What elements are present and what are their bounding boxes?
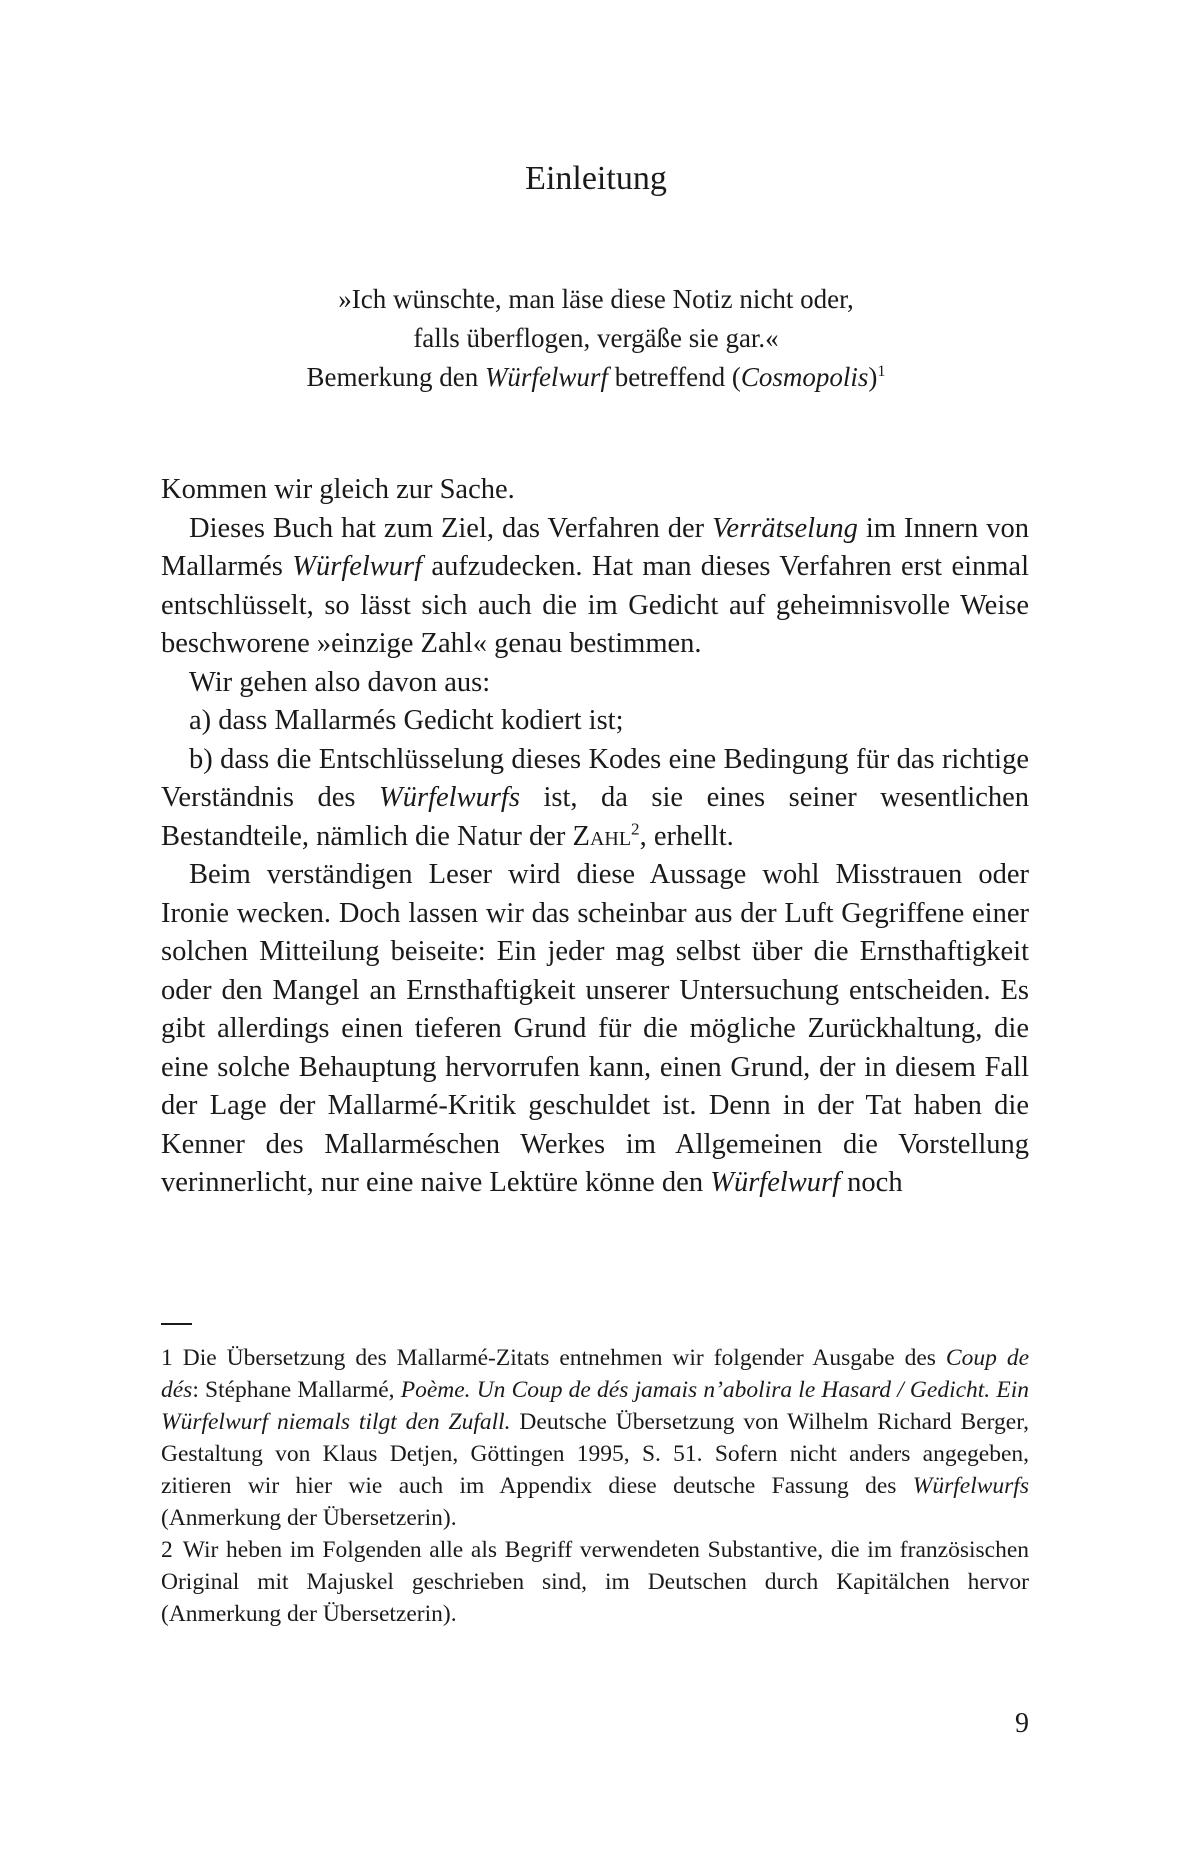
footnote-divider	[161, 1323, 192, 1325]
epigraph	[0, 280, 1192, 397]
page-number: 9	[1015, 1708, 1029, 1739]
chapter-title: Einleitung	[525, 160, 667, 197]
list-item: a) dass Mallarmés Gedicht kodiert ist;	[189, 705, 624, 736]
footnote-ref: 2	[631, 819, 640, 838]
paragraph: Kommen wir gleich zur Sache.	[161, 474, 515, 505]
footnote: 2 Wir heben im Folgenden alle als Begriff verwendeten Substantive, die im französischen Original mit Majuskel geschrieben sind, im Deutschen durch Kapitälchen hervor (Anmerkung der Übersetzerin).	[161, 1537, 1029, 1627]
footnote-number: 1	[161, 1345, 173, 1371]
epigraph-line: falls überflogen, vergäße sie gar.«	[413, 323, 779, 353]
paragraph: Wir gehen also davon aus:	[189, 666, 491, 698]
list-item: b) dass die Entschlüsselung dieses Kodes eine Bedingung für das richtige Verständnis des Würfelwurfs ist, da sie eines seiner wesentlichen Bestandteile, nämlich die Natur der Zahl$^2$, erhellt.	[161, 743, 1029, 852]
epigraph-source: Bemerkung den Würfelwurf betreffend (Cosmopolis)$^1$	[306, 362, 886, 392]
footnote-ref: 1	[877, 362, 886, 380]
footnotes	[161, 1342, 1029, 1630]
epigraph-line: »Ich wünschte, man läse diese Notiz nicht oder,	[338, 284, 854, 314]
paragraph: Dieses Buch hat zum Ziel, das Verfahren der Verrätselung im Innern von Mallarmés Würfelwurf aufzudecken. Hat man dieses Verfahren erst einmal entschlüsselt, so lässt sich auch die im Gedicht auf geheimnisvolle Weise beschworene »einzige Zahl« genau bestimmen.	[161, 512, 1030, 659]
body-text	[161, 471, 1029, 1203]
footnote: 1 Die Übersetzung des Mallarmé-Zitats entnehmen wir folgender Ausgabe des Coup de dés: Stéphane Mallarmé, Poème. Un Coup de dés jamais n’abolira le Hasard / Gedicht. Ein Würfelwurf niemals tilgt den Zufall. Deutsche Übersetzung von Wilhelm Richard Berger, Gestaltung von Klaus Detjen, Göttingen 1995, S. 51. Sofern nicht anders angegeben, zitieren wir hier wie auch im Appendix diese deutsche Fassung des Würfelwurfs (Anmerkung der Übersetzerin).	[161, 1345, 1029, 1531]
paragraph: Beim verständigen Leser wird diese Aussage wohl Misstrauen oder Ironie wecken. Doch lassen wir das scheinbar aus der Luft Gegriffene einer solchen Mitteilung beiseite: Ein jeder mag selbst über die Ernsthaftigkeit oder den Mangel an Ernsthaftigkeit unserer Untersuchung entscheiden. Es gibt allerdings einen tieferen Grund für die mögliche Zurückhaltung, die eine solche Behauptung hervorrufen kann, einen Grund, der in diesem Fall der Lage der Mallarmé-Kritik geschuldet ist. Denn in der Tat haben die Kenner des Mallarméschen Werkes im Allgemeinen die Vorstellung verinnerlicht, nur eine naive Lektüre könne den Würfelwurf noch	[161, 859, 1029, 1198]
footnote-number: 2	[161, 1537, 173, 1563]
